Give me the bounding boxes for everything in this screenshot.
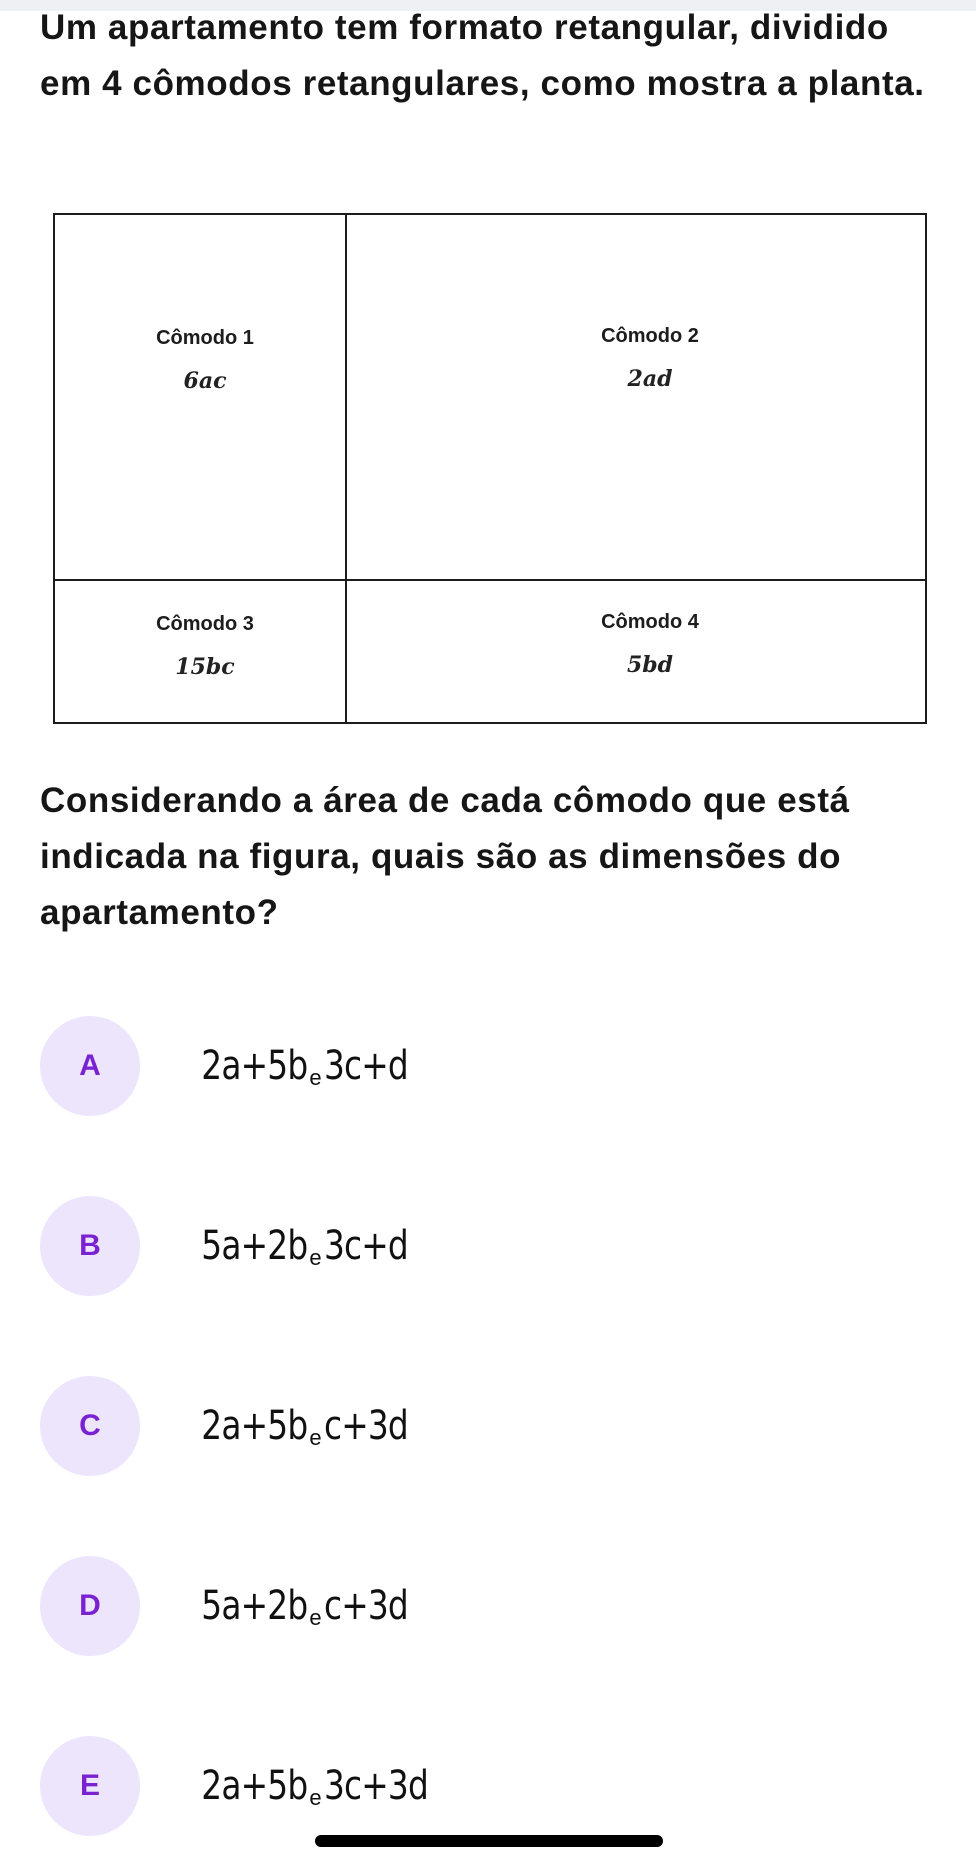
room-4-area: 5bd: [626, 652, 674, 678]
home-indicator[interactable]: [315, 1835, 663, 1847]
option-a-second-expression: 3c+d: [323, 1043, 408, 1089]
option-c-second-expression: c+3d: [323, 1403, 408, 1449]
room-1-name: Cômodo 1: [156, 327, 254, 349]
option-a-badge[interactable]: [40, 1016, 140, 1116]
option-c-badge[interactable]: [40, 1376, 140, 1476]
option-d-badge[interactable]: [40, 1556, 140, 1656]
option-e[interactable]: [40, 1736, 640, 1836]
option-d-letter: D: [79, 1589, 101, 1622]
option-d-conjunction: e: [309, 1605, 322, 1630]
question-prompt: Considerando a área de cada cômodo que está indicada na figura, quais são as dimensões do apartamento?: [40, 781, 850, 932]
option-b-answer[interactable]: [178, 1223, 426, 1269]
room-3: [105, 613, 305, 680]
option-c[interactable]: [40, 1376, 640, 1476]
option-a[interactable]: [40, 1016, 640, 1116]
option-e-conjunction: e: [309, 1785, 322, 1810]
option-d-answer[interactable]: [178, 1583, 426, 1629]
option-a-first-expression: 2a+5b: [201, 1043, 308, 1089]
room-1: [105, 327, 305, 394]
option-e-badge[interactable]: [40, 1736, 140, 1836]
option-d[interactable]: [40, 1556, 640, 1656]
room-2-area: 2ad: [627, 366, 673, 392]
room-4: [550, 611, 750, 678]
option-c-letter: C: [79, 1409, 101, 1442]
option-c-first-expression: 2a+5b: [201, 1403, 308, 1449]
room-1-area: 6ac: [183, 368, 227, 394]
room-2-name: Cômodo 2: [601, 325, 699, 347]
option-e-first-expression: 2a+5b: [201, 1763, 308, 1809]
plan-vertical-divider: [345, 215, 347, 722]
room-3-name: Cômodo 3: [156, 613, 254, 635]
option-d-second-expression: c+3d: [323, 1583, 408, 1629]
option-b-letter: B: [79, 1229, 101, 1262]
option-d-first-expression: 5a+2b: [201, 1583, 308, 1629]
option-a-answer[interactable]: [178, 1043, 426, 1089]
room-4-name: Cômodo 4: [601, 611, 699, 633]
floor-plan-figure: [53, 213, 927, 724]
plan-horizontal-divider: [55, 579, 925, 581]
option-b[interactable]: [40, 1196, 640, 1296]
option-c-answer[interactable]: [178, 1403, 426, 1449]
option-a-conjunction: e: [309, 1065, 322, 1090]
option-c-conjunction: e: [309, 1425, 322, 1450]
room-3-area: 15bc: [175, 654, 235, 680]
room-2: [550, 325, 750, 392]
question-intro: Um apartamento tem formato retangular, dividido em 4 cômodos retangulares, como mostra a planta.: [40, 8, 925, 103]
option-b-first-expression: 5a+2b: [201, 1223, 308, 1269]
option-e-letter: E: [79, 1769, 100, 1802]
option-b-conjunction: e: [309, 1245, 322, 1270]
option-e-answer[interactable]: [178, 1763, 450, 1809]
option-b-second-expression: 3c+d: [323, 1223, 408, 1269]
option-a-letter: A: [79, 1049, 101, 1082]
option-b-badge[interactable]: [40, 1196, 140, 1296]
option-e-second-expression: 3c+3d: [323, 1763, 428, 1809]
